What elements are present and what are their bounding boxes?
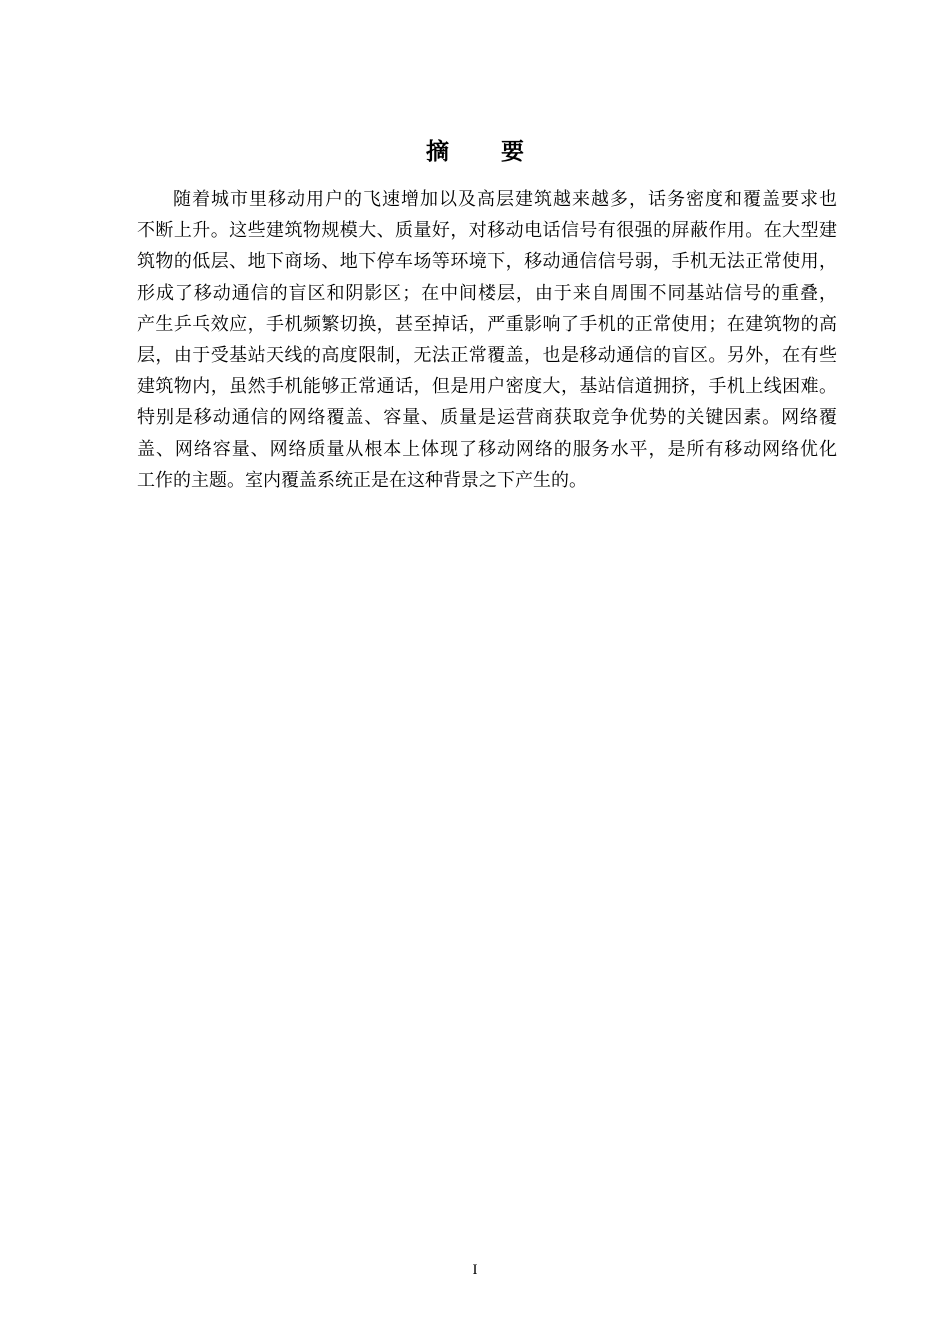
abstract-line: 产生乒乓效应，手机频繁切换，甚至掉话，严重影响了手机的正常使用；在建筑物的高	[137, 313, 837, 335]
abstract-line: 建筑物内，虽然手机能够正常通话，但是用户密度大，基站信道拥挤，手机上线困难。	[137, 376, 837, 398]
abstract-line: 工作的主题。室内覆盖系统正是在这种背景之下产生的。	[137, 469, 587, 491]
abstract-line: 筑物的低层、地下商场、地下停车场等环境下，移动通信信号弱，手机无法正常使用，	[137, 251, 837, 273]
abstract-body	[137, 184, 837, 496]
abstract-line: 特别是移动通信的网络覆盖、容量、质量是运营商获取竞争优势的关键因素。网络覆	[137, 407, 837, 429]
abstract-line: 形成了移动通信的盲区和阴影区；在中间楼层，由于来自周围不同基站信号的重叠，	[137, 282, 837, 304]
abstract-line: 随着城市里移动用户的飞速增加以及高层建筑越来越多，话务密度和覆盖要求也	[173, 189, 837, 210]
abstract-line: 不断上升。这些建筑物规模大、质量好，对移动电话信号有很强的屏蔽作用。在大型建	[137, 220, 837, 242]
abstract-line: 层，由于受基站天线的高度限制，无法正常覆盖，也是移动通信的盲区。另外，在有些	[137, 344, 837, 366]
abstract-line: 盖、网络容量、网络质量从根本上体现了移动网络的服务水平，是所有移动网络优化	[137, 438, 837, 460]
page-number: I	[472, 1262, 478, 1278]
abstract-title: 摘 要	[425, 138, 546, 165]
